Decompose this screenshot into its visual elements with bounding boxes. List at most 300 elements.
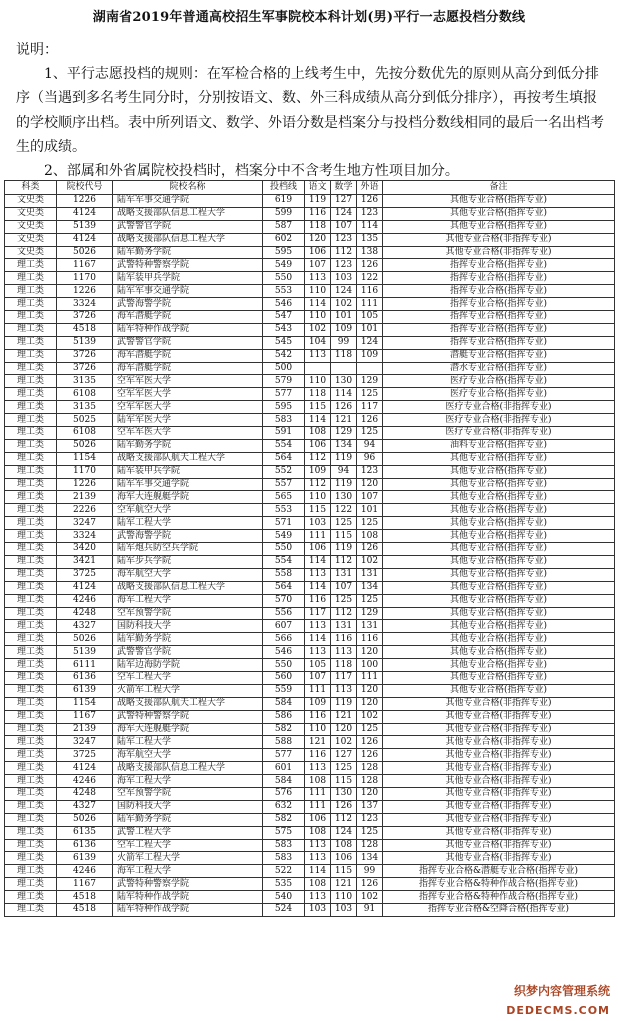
cell-chinese: 111 <box>305 800 331 813</box>
cell-remarks: 其他专业合格(非指挥专业) <box>383 710 615 723</box>
cell-cutoff-score: 546 <box>263 298 305 311</box>
cell-english: 125 <box>357 388 383 401</box>
cell-chinese: 109 <box>305 697 331 710</box>
cell-cutoff-score: 570 <box>263 594 305 607</box>
cell-school-code: 5026 <box>57 633 113 646</box>
cell-chinese: 113 <box>305 620 331 633</box>
cell-english: 116 <box>357 285 383 298</box>
table-row <box>5 787 615 800</box>
header-category: 科类 <box>5 181 57 195</box>
cell-category: 理工类 <box>5 736 57 749</box>
cell-school-name: 陆军装甲兵学院 <box>113 272 263 285</box>
cell-category: 理工类 <box>5 478 57 491</box>
cell-school-code: 4518 <box>57 891 113 904</box>
cell-cutoff-score: 553 <box>263 285 305 298</box>
cell-school-code: 1170 <box>57 465 113 478</box>
table-row <box>5 362 615 375</box>
table-row <box>5 246 615 259</box>
table-row <box>5 878 615 891</box>
cell-school-code: 4124 <box>57 233 113 246</box>
table-row <box>5 465 615 478</box>
cell-school-code: 3725 <box>57 749 113 762</box>
cell-chinese: 113 <box>305 762 331 775</box>
cell-cutoff-score: 556 <box>263 607 305 620</box>
cell-english: 129 <box>357 375 383 388</box>
cell-cutoff-score: 591 <box>263 427 305 440</box>
cell-school-name: 海军大连舰艇学院 <box>113 723 263 736</box>
cell-school-code: 6139 <box>57 852 113 865</box>
cell-math: 119 <box>331 452 357 465</box>
cell-chinese: 120 <box>305 233 331 246</box>
cell-cutoff-score: 542 <box>263 349 305 362</box>
table-row <box>5 607 615 620</box>
cell-category: 理工类 <box>5 568 57 581</box>
cell-english: 126 <box>357 749 383 762</box>
cell-remarks: 其他专业合格(指挥专业) <box>383 478 615 491</box>
table-row <box>5 311 615 324</box>
cell-chinese: 108 <box>305 826 331 839</box>
cell-category: 理工类 <box>5 336 57 349</box>
cell-remarks: 其他专业合格(非指挥专业) <box>383 775 615 788</box>
cell-cutoff-score: 549 <box>263 530 305 543</box>
cell-chinese: 113 <box>305 839 331 852</box>
cell-school-code: 4246 <box>57 775 113 788</box>
cell-school-code: 3726 <box>57 311 113 324</box>
cell-math: 94 <box>331 465 357 478</box>
cell-remarks: 其他专业合格(非指挥专业) <box>383 839 615 852</box>
watermark-text: 织梦内容管理系统 <box>513 984 610 998</box>
cell-math: 125 <box>331 517 357 530</box>
cell-chinese: 108 <box>305 427 331 440</box>
cell-cutoff-score: 545 <box>263 336 305 349</box>
cell-school-code: 1154 <box>57 452 113 465</box>
cell-chinese: 104 <box>305 336 331 349</box>
cell-school-name: 陆军军事交通学院 <box>113 478 263 491</box>
cell-math: 121 <box>331 710 357 723</box>
cell-english: 108 <box>357 530 383 543</box>
cell-chinese: 111 <box>305 787 331 800</box>
cell-category: 文史类 <box>5 220 57 233</box>
cell-remarks: 其他专业合格(指挥专业) <box>383 555 615 568</box>
cell-school-name: 空军预警学院 <box>113 607 263 620</box>
cell-english: 120 <box>357 684 383 697</box>
cell-math: 126 <box>331 401 357 414</box>
cell-school-code: 4518 <box>57 903 113 916</box>
table-row <box>5 323 615 336</box>
cell-school-name: 武警警官学院 <box>113 220 263 233</box>
cell-remarks: 其他专业合格(指挥专业) <box>383 452 615 465</box>
cell-remarks: 其他专业合格(指挥专业) <box>383 220 615 233</box>
cell-remarks: 其他专业合格(非指挥专业) <box>383 787 615 800</box>
cell-school-name: 陆军工程大学 <box>113 736 263 749</box>
cell-math: 127 <box>331 749 357 762</box>
cell-math: 118 <box>331 349 357 362</box>
cell-chinese: 103 <box>305 903 331 916</box>
cell-english: 125 <box>357 517 383 530</box>
cell-school-name: 陆军装甲兵学院 <box>113 465 263 478</box>
cell-cutoff-score: 583 <box>263 852 305 865</box>
cell-category: 理工类 <box>5 401 57 414</box>
cell-school-name: 武警海警学院 <box>113 298 263 311</box>
cell-chinese: 114 <box>305 865 331 878</box>
cell-remarks: 指挥专业合格(指挥专业) <box>383 336 615 349</box>
cell-remarks: 指挥专业合格&空降合格(指挥专业) <box>383 903 615 916</box>
header-remarks: 备注 <box>383 181 615 195</box>
table-row <box>5 388 615 401</box>
cell-school-code: 5139 <box>57 220 113 233</box>
cell-chinese: 112 <box>305 478 331 491</box>
cell-english: 123 <box>357 207 383 220</box>
cell-math: 107 <box>331 581 357 594</box>
notes-item-2: 2、部属和外省属院校投档时，档案分中不含考生地方性项目加分。 <box>44 163 459 180</box>
cell-school-code: 3247 <box>57 517 113 530</box>
cell-chinese: 118 <box>305 220 331 233</box>
cell-english: 131 <box>357 568 383 581</box>
cell-chinese: 113 <box>305 646 331 659</box>
cell-remarks: 其他专业合格(指挥专业) <box>383 684 615 697</box>
cell-chinese: 109 <box>305 465 331 478</box>
cell-english: 122 <box>357 272 383 285</box>
cell-cutoff-score: 587 <box>263 220 305 233</box>
cell-school-name: 海军潜艇学院 <box>113 349 263 362</box>
cell-category: 理工类 <box>5 517 57 530</box>
cell-english: 128 <box>357 775 383 788</box>
cell-chinese: 111 <box>305 530 331 543</box>
cell-school-name: 武警特种警察学院 <box>113 259 263 272</box>
cell-category: 理工类 <box>5 749 57 762</box>
cell-math: 112 <box>331 607 357 620</box>
cell-math: 124 <box>331 285 357 298</box>
cell-chinese: 106 <box>305 246 331 259</box>
cell-cutoff-score: 586 <box>263 710 305 723</box>
cell-school-name: 战略支援部队信息工程大学 <box>113 207 263 220</box>
cell-school-name: 陆军特种作战学院 <box>113 891 263 904</box>
cell-math: 130 <box>331 491 357 504</box>
cell-math: 131 <box>331 568 357 581</box>
cell-chinese: 115 <box>305 401 331 414</box>
cell-school-name: 火箭军工程大学 <box>113 684 263 697</box>
cell-category: 理工类 <box>5 375 57 388</box>
cell-category: 理工类 <box>5 259 57 272</box>
cell-chinese: 113 <box>305 568 331 581</box>
header-school-code: 院校代号 <box>57 181 113 195</box>
cell-cutoff-score: 566 <box>263 633 305 646</box>
table-row <box>5 813 615 826</box>
cell-cutoff-score: 554 <box>263 439 305 452</box>
cell-school-code: 5026 <box>57 439 113 452</box>
cell-cutoff-score: 546 <box>263 646 305 659</box>
page-title: 湖南省2019年普通高校招生军事院校本科计划(男)平行一志愿投档分数线 <box>92 10 526 25</box>
cell-english: 116 <box>357 633 383 646</box>
cell-chinese: 121 <box>305 736 331 749</box>
cell-school-name: 空军预警学院 <box>113 787 263 800</box>
cell-remarks: 其他专业合格(指挥专业) <box>383 671 615 684</box>
cell-math: 99 <box>331 336 357 349</box>
cell-chinese: 110 <box>305 491 331 504</box>
cell-english: 137 <box>357 800 383 813</box>
cell-english: 131 <box>357 620 383 633</box>
cell-remarks: 指挥专业合格(指挥专业) <box>383 311 615 324</box>
cell-english: 94 <box>357 439 383 452</box>
cell-school-name: 武警海警学院 <box>113 530 263 543</box>
table-row <box>5 478 615 491</box>
table-row <box>5 800 615 813</box>
cell-remarks: 其他专业合格(指挥专业) <box>383 491 615 504</box>
cell-school-name: 陆军边海防学院 <box>113 659 263 672</box>
cell-remarks: 其他专业合格(指挥专业) <box>383 504 615 517</box>
cell-english: 126 <box>357 414 383 427</box>
table-row <box>5 259 615 272</box>
cell-math: 103 <box>331 272 357 285</box>
cell-school-code: 2139 <box>57 491 113 504</box>
table-row <box>5 207 615 220</box>
table-row <box>5 491 615 504</box>
cell-english: 134 <box>357 852 383 865</box>
cell-chinese: 103 <box>305 517 331 530</box>
table-row <box>5 684 615 697</box>
cell-english: 125 <box>357 594 383 607</box>
cell-school-code: 4124 <box>57 207 113 220</box>
cell-school-code: 4248 <box>57 607 113 620</box>
header-school-name: 院校名称 <box>113 181 263 195</box>
cell-cutoff-score: 595 <box>263 401 305 414</box>
cell-cutoff-score: 632 <box>263 800 305 813</box>
cell-english: 126 <box>357 195 383 208</box>
cell-school-code: 5025 <box>57 414 113 427</box>
cell-chinese: 114 <box>305 633 331 646</box>
table-row <box>5 697 615 710</box>
cell-remarks: 其他专业合格(非指挥专业) <box>383 813 615 826</box>
cell-remarks: 指挥专业合格&潜艇专业合格(指挥专业) <box>383 865 615 878</box>
cell-english: 117 <box>357 401 383 414</box>
cell-school-code: 3324 <box>57 298 113 311</box>
cell-english: 105 <box>357 311 383 324</box>
cell-school-name: 空军军医大学 <box>113 388 263 401</box>
cell-chinese: 106 <box>305 813 331 826</box>
cell-cutoff-score: 583 <box>263 414 305 427</box>
cell-school-name: 陆军步兵学院 <box>113 555 263 568</box>
cell-cutoff-score: 583 <box>263 839 305 852</box>
cell-category: 理工类 <box>5 414 57 427</box>
cell-category: 理工类 <box>5 762 57 775</box>
cell-remarks: 其他专业合格(非指挥专业) <box>383 800 615 813</box>
cell-english: 120 <box>357 787 383 800</box>
cell-school-code: 1154 <box>57 697 113 710</box>
cell-school-code: 6135 <box>57 826 113 839</box>
cell-remarks: 其他专业合格(非指挥专业) <box>383 826 615 839</box>
cell-english: 125 <box>357 826 383 839</box>
table-row <box>5 671 615 684</box>
cell-remarks: 其他专业合格(非指挥专业) <box>383 246 615 259</box>
notes-item-1: 1、平行志愿投档的规则：在军检合格的上线考生中，先按分数优先的原则从高分到低分排序（当遇到多名考生同分时，分别按语文、数、外三科成绩从高分到低分排序），再按考生填报的学校顺序出档。表中所列语文、数学、外语分数是档案分与投档分数线相同的最后一名出档考生的成绩。 <box>16 66 604 155</box>
table-row <box>5 220 615 233</box>
cell-cutoff-score: 584 <box>263 775 305 788</box>
cell-remarks: 潜艇专业合格(指挥专业) <box>383 349 615 362</box>
cell-english: 96 <box>357 452 383 465</box>
table-row <box>5 736 615 749</box>
table-row <box>5 336 615 349</box>
cell-category: 理工类 <box>5 555 57 568</box>
cell-remarks: 其他专业合格(指挥专业) <box>383 207 615 220</box>
cell-math: 102 <box>331 298 357 311</box>
cell-cutoff-score: 577 <box>263 749 305 762</box>
table-row <box>5 504 615 517</box>
cell-remarks: 其他专业合格(指挥专业) <box>383 620 615 633</box>
cell-chinese: 111 <box>305 684 331 697</box>
cell-cutoff-score: 560 <box>263 671 305 684</box>
cell-chinese: 114 <box>305 555 331 568</box>
cell-category: 理工类 <box>5 298 57 311</box>
cell-remarks: 其他专业合格(非指挥专业) <box>383 749 615 762</box>
cell-school-name: 陆军勤务学院 <box>113 246 263 259</box>
cell-math: 121 <box>331 414 357 427</box>
cell-remarks: 其他专业合格(指挥专业) <box>383 594 615 607</box>
cell-cutoff-score: 564 <box>263 581 305 594</box>
cell-chinese: 114 <box>305 298 331 311</box>
cell-math: 124 <box>331 207 357 220</box>
cell-cutoff-score: 607 <box>263 620 305 633</box>
cell-school-name: 海军工程大学 <box>113 775 263 788</box>
cell-chinese: 108 <box>305 878 331 891</box>
cell-math: 121 <box>331 878 357 891</box>
cell-math: 110 <box>331 891 357 904</box>
table-header-row <box>5 181 615 195</box>
cell-chinese: 115 <box>305 504 331 517</box>
header-english: 外语 <box>357 181 383 195</box>
cell-math: 127 <box>331 195 357 208</box>
cell-chinese: 110 <box>305 723 331 736</box>
cell-school-code: 4327 <box>57 800 113 813</box>
cell-school-code: 4518 <box>57 323 113 336</box>
cell-category: 理工类 <box>5 388 57 401</box>
watermark-url: DEDECMS.COM <box>506 1004 610 1017</box>
cell-english: 126 <box>357 259 383 272</box>
cell-school-code: 4248 <box>57 787 113 800</box>
cell-math: 134 <box>331 439 357 452</box>
cell-cutoff-score: 595 <box>263 246 305 259</box>
cell-category: 理工类 <box>5 839 57 852</box>
cell-english <box>357 362 383 375</box>
cell-school-name: 陆军军事交通学院 <box>113 195 263 208</box>
table-row <box>5 452 615 465</box>
cell-remarks: 指挥专业合格(指挥专业) <box>383 298 615 311</box>
cell-english: 128 <box>357 762 383 775</box>
cell-category: 理工类 <box>5 620 57 633</box>
cell-school-name: 陆军特种作战学院 <box>113 903 263 916</box>
cell-math: 119 <box>331 697 357 710</box>
cell-chinese: 118 <box>305 388 331 401</box>
cell-category: 文史类 <box>5 233 57 246</box>
cell-cutoff-score: 558 <box>263 568 305 581</box>
cell-remarks: 指挥专业合格(指挥专业) <box>383 323 615 336</box>
cell-category: 理工类 <box>5 671 57 684</box>
cell-school-code: 6108 <box>57 388 113 401</box>
cell-cutoff-score: 588 <box>263 736 305 749</box>
cell-math: 106 <box>331 852 357 865</box>
cell-math: 107 <box>331 220 357 233</box>
table-row <box>5 517 615 530</box>
cell-remarks: 医疗专业合格(非指挥专业) <box>383 427 615 440</box>
cell-chinese: 102 <box>305 323 331 336</box>
cell-math: 116 <box>331 633 357 646</box>
cell-math: 130 <box>331 375 357 388</box>
cell-school-code: 6108 <box>57 427 113 440</box>
cell-remarks: 其他专业合格(非指挥专业) <box>383 736 615 749</box>
cell-math: 125 <box>331 762 357 775</box>
table-row <box>5 272 615 285</box>
table-row <box>5 839 615 852</box>
cell-cutoff-score: 601 <box>263 762 305 775</box>
cell-category: 理工类 <box>5 439 57 452</box>
cell-category: 文史类 <box>5 246 57 259</box>
cell-cutoff-score: 550 <box>263 272 305 285</box>
cell-remarks: 其他专业合格(指挥专业) <box>383 633 615 646</box>
cell-school-code: 6139 <box>57 684 113 697</box>
cell-cutoff-score: 599 <box>263 207 305 220</box>
cell-chinese: 110 <box>305 375 331 388</box>
cell-cutoff-score: 522 <box>263 865 305 878</box>
cell-chinese: 105 <box>305 659 331 672</box>
cell-cutoff-score: 582 <box>263 723 305 736</box>
table-row <box>5 762 615 775</box>
cell-english: 126 <box>357 878 383 891</box>
table-row <box>5 543 615 556</box>
cell-category: 理工类 <box>5 427 57 440</box>
cell-remarks: 潜水专业合格(指挥专业) <box>383 362 615 375</box>
cell-math: 118 <box>331 659 357 672</box>
cell-remarks: 其他专业合格(非指挥专业) <box>383 762 615 775</box>
cell-category: 理工类 <box>5 323 57 336</box>
cell-category: 理工类 <box>5 646 57 659</box>
cell-school-name: 海军大连舰艇学院 <box>113 491 263 504</box>
cell-chinese <box>305 362 331 375</box>
cell-school-name: 战略支援部队信息工程大学 <box>113 762 263 775</box>
cell-math: 113 <box>331 646 357 659</box>
cell-english: 120 <box>357 697 383 710</box>
cell-category: 理工类 <box>5 826 57 839</box>
table-row <box>5 298 615 311</box>
cell-category: 理工类 <box>5 311 57 324</box>
cell-school-name: 战略支援部队信息工程大学 <box>113 581 263 594</box>
table-row <box>5 633 615 646</box>
cell-math: 123 <box>331 233 357 246</box>
cell-remarks: 医疗专业合格(指挥专业) <box>383 375 615 388</box>
table-row <box>5 646 615 659</box>
cell-chinese: 113 <box>305 852 331 865</box>
cell-school-name: 战略支援部队航天工程大学 <box>113 452 263 465</box>
cell-math: 102 <box>331 736 357 749</box>
cell-school-code: 1167 <box>57 259 113 272</box>
cell-english: 138 <box>357 246 383 259</box>
cell-cutoff-score: 557 <box>263 478 305 491</box>
cell-school-code: 1170 <box>57 272 113 285</box>
cell-category: 理工类 <box>5 491 57 504</box>
cell-math: 108 <box>331 839 357 852</box>
cell-remarks: 油料专业合格(指挥专业) <box>383 439 615 452</box>
cell-school-name: 陆军军医大学 <box>113 414 263 427</box>
cell-school-name: 武警特种警察学院 <box>113 710 263 723</box>
cell-remarks: 其他专业合格(指挥专业) <box>383 195 615 208</box>
table-row <box>5 414 615 427</box>
table-row <box>5 439 615 452</box>
cell-english: 101 <box>357 323 383 336</box>
cell-chinese: 108 <box>305 775 331 788</box>
cell-english: 101 <box>357 504 383 517</box>
cell-category: 理工类 <box>5 272 57 285</box>
cell-english: 114 <box>357 220 383 233</box>
cell-school-name: 战略支援部队航天工程大学 <box>113 697 263 710</box>
cell-school-name: 海军工程大学 <box>113 594 263 607</box>
